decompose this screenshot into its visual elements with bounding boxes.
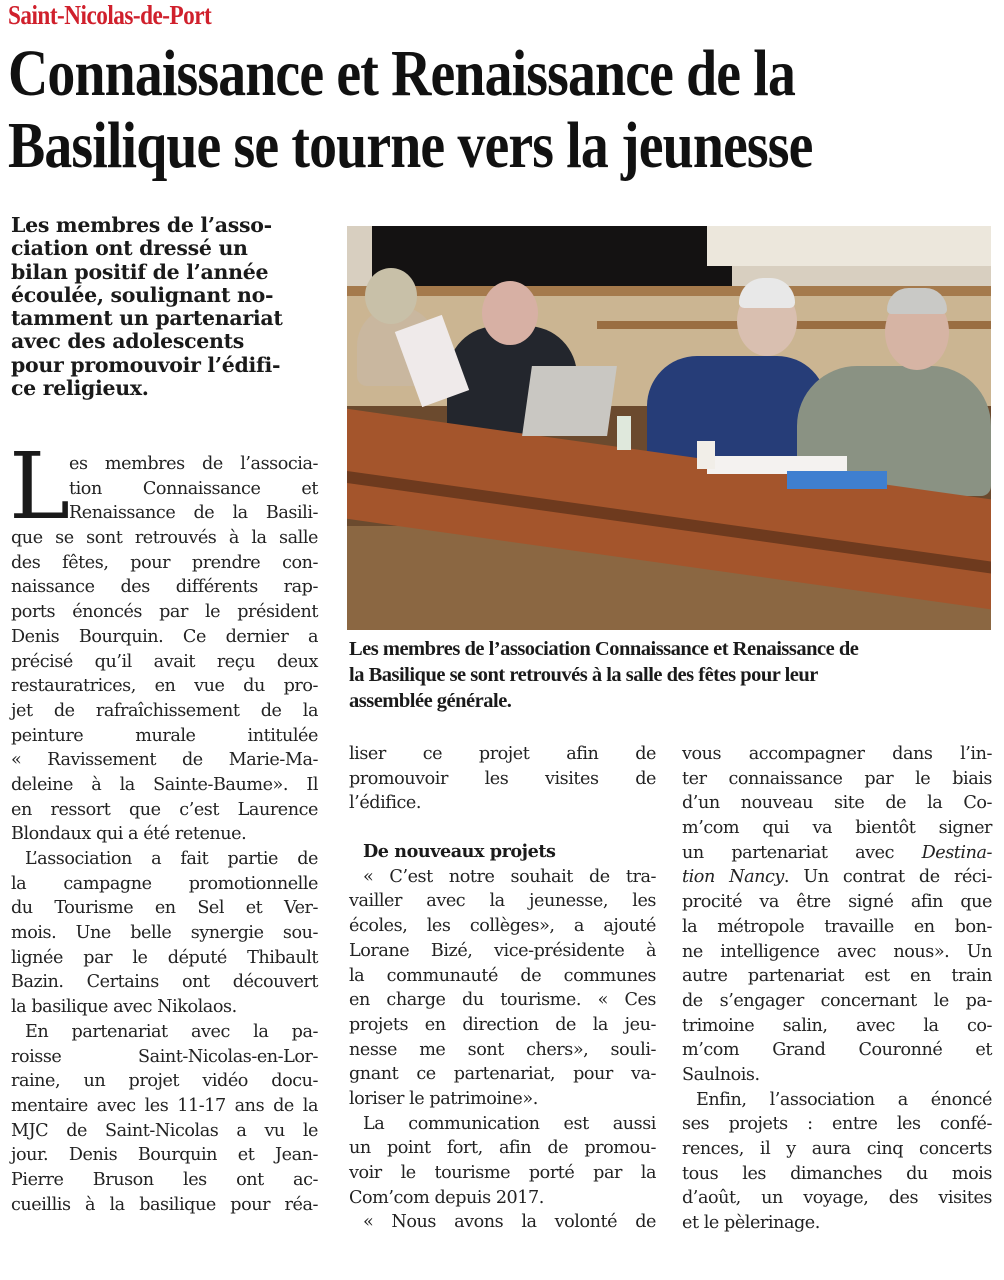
body-line: du Tourisme en Sel et Ver-	[11, 898, 318, 919]
body-line: d’août, un voyage, des visites	[682, 1188, 992, 1209]
lead-line: écoulée, soulignant no-	[11, 282, 274, 307]
body-line: En partenariat avec la pa-	[25, 1021, 318, 1042]
body-line: Pierre Bruson les ont ac-	[11, 1169, 318, 1190]
body-line: que se sont retrouvés à la salle	[11, 528, 318, 549]
body-line: Com’com depuis 2017.	[349, 1187, 544, 1208]
body-line: restauratrices, en vue du pro-	[11, 676, 318, 697]
body-line: en ressort que c’est Laurence	[11, 799, 318, 820]
body-line: « Nous avons la volonté de	[363, 1212, 656, 1233]
body-line: vous accompagner dans l’in-	[682, 744, 992, 764]
headline-line-2: Basilique se tourne vers la jeunesse	[8, 109, 813, 182]
lead-line: Les membres de l’asso-	[11, 213, 272, 237]
body-line: peinture murale intitulée	[11, 725, 318, 746]
photo-caption	[349, 636, 999, 714]
body-line: projets en direction de la jeu-	[349, 1014, 656, 1035]
body-line: ne intelligence avec nous». Un	[682, 941, 992, 962]
body-line: d’un nouveau site de la Co-	[682, 793, 992, 814]
body-line: Enfin, l’association a énoncé	[696, 1089, 992, 1110]
caption-line: assemblée générale.	[349, 690, 512, 712]
body-line: « Ravissement de Marie-Ma-	[11, 750, 318, 771]
body-column-2	[349, 742, 656, 1235]
body-line: rences, il y aura cinq concerts	[682, 1139, 992, 1159]
body-line: jet de rafraîchissement de la	[11, 700, 318, 721]
caption-line: Les membres de l’association Connaissance et Renaissance de	[349, 638, 859, 660]
headline	[8, 38, 988, 182]
body-line: roisse Saint-Nicolas-en-Lor-	[11, 1046, 318, 1067]
drop-cap: L	[9, 433, 70, 540]
body-line: de s’engager concernant le pa-	[682, 990, 992, 1011]
body-line: naissance des différents rap-	[11, 577, 318, 598]
body-line: raine, un projet vidéo docu-	[11, 1071, 318, 1092]
text-run: . Un contrat de réci-	[783, 867, 992, 888]
body-line: la métropole travaille en bon-	[682, 916, 992, 937]
body-line-mixed	[682, 841, 992, 866]
body-line: ter connaissance par le biais	[682, 768, 992, 789]
body-line: un point fort, afin de promou-	[349, 1138, 656, 1159]
body-line: « C’est notre souhait de tra-	[363, 866, 656, 887]
body-line: m’com qui va bientôt signer	[682, 818, 992, 839]
body-line: mentaire avec les 11-17 ans de la	[11, 1095, 318, 1116]
body-line: Saulnois.	[682, 1064, 760, 1085]
body-line: loriser le patrimoine».	[349, 1088, 538, 1109]
body-line: Denis Bourquin. Ce dernier a	[11, 626, 318, 647]
text-run: un partenariat avec	[682, 842, 922, 863]
body-line: MJC de Saint-Nicolas a vu le	[11, 1120, 318, 1141]
body-line: la campagne promotionnelle	[11, 873, 318, 894]
body-line: L’association a fait partie de	[25, 849, 318, 869]
body-column-3	[682, 742, 992, 1236]
subheading: De nouveaux projets	[363, 841, 556, 863]
body-line: voir le tourisme porté par la	[349, 1163, 656, 1183]
body-line: la basilique avec Nikolaos.	[11, 997, 237, 1018]
body-line: en charge du tourisme. « Ces	[349, 990, 656, 1011]
body-line: ses projets : entre les confé-	[682, 1114, 992, 1135]
body-line: écoles, les collèges», a ajouté	[349, 916, 656, 937]
caption-line: la Basilique se sont retrouvés à la salle des fêtes pour leur	[349, 664, 818, 686]
section-kicker: Saint-Nicolas-de-Port	[8, 0, 212, 30]
body-line: es membres de l’associa-	[69, 454, 318, 474]
lead-line: pour promouvoir l’édifi-	[11, 352, 281, 377]
body-line-mixed	[682, 865, 992, 890]
body-line: l’édifice.	[349, 793, 422, 814]
body-line: nesse me sont chers», souli-	[349, 1039, 656, 1060]
body-line: m’com Grand Couronné et	[682, 1040, 992, 1061]
body-line: tion Connaissance et	[69, 478, 318, 499]
body-line: Bazin. Certains ont découvert	[11, 972, 318, 993]
lead-line: avec des adolescents	[11, 329, 245, 354]
body-line: la communauté de communes	[349, 965, 656, 986]
headline-line-1: Connaissance et Renaissance de la	[8, 37, 795, 110]
lead-paragraph	[11, 214, 331, 400]
body-line: précisé qu’il avait reçu deux	[11, 651, 318, 672]
body-line: et le pèlerinage.	[682, 1213, 820, 1234]
body-line: deleine à la Sainte-Baume». Il	[11, 774, 318, 795]
body-line: Lorane Bizé, vice-présidente à	[349, 940, 656, 961]
body-line: procité va être signé afin que	[682, 892, 992, 913]
body-line: trimoine salin, avec la co-	[682, 1015, 992, 1036]
body-line: autre partenariat est en train	[682, 966, 992, 987]
body-line: Renaissance de la Basili-	[69, 503, 318, 524]
lead-line: ciation ont dressé un	[11, 236, 248, 261]
lead-line: bilan positif de l’année	[11, 259, 269, 284]
lead-line: tamment un partenariat	[11, 306, 283, 331]
body-line: cueillis à la basilique pour réa-	[11, 1194, 318, 1215]
body-line: tous les dimanches du mois	[682, 1163, 992, 1184]
italic-run: tion Nancy	[682, 867, 784, 888]
body-line: vailler avec la jeunesse, les	[349, 891, 656, 912]
body-line: Blondaux qui a été retenue.	[11, 824, 247, 845]
body-line: gnant ce partenariat, pour va-	[349, 1064, 656, 1085]
body-line: La communication est aussi	[363, 1113, 656, 1134]
body-line: mois. Une belle synergie sou-	[11, 923, 318, 944]
body-line: lignée par le député Thibault	[11, 947, 318, 968]
body-line: liser ce projet afin de	[349, 744, 656, 764]
body-line: promouvoir les visites de	[349, 768, 656, 789]
article-photo	[347, 226, 991, 630]
body-column-1	[9, 433, 318, 1217]
lead-line: ce religieux.	[11, 376, 149, 401]
body-line: des fêtes, pour prendre con-	[11, 552, 318, 573]
body-line: jour. Denis Bourquin et Jean-	[11, 1145, 318, 1166]
italic-run: Destina-	[921, 842, 992, 863]
body-line: ports énoncés par le président	[11, 602, 318, 623]
